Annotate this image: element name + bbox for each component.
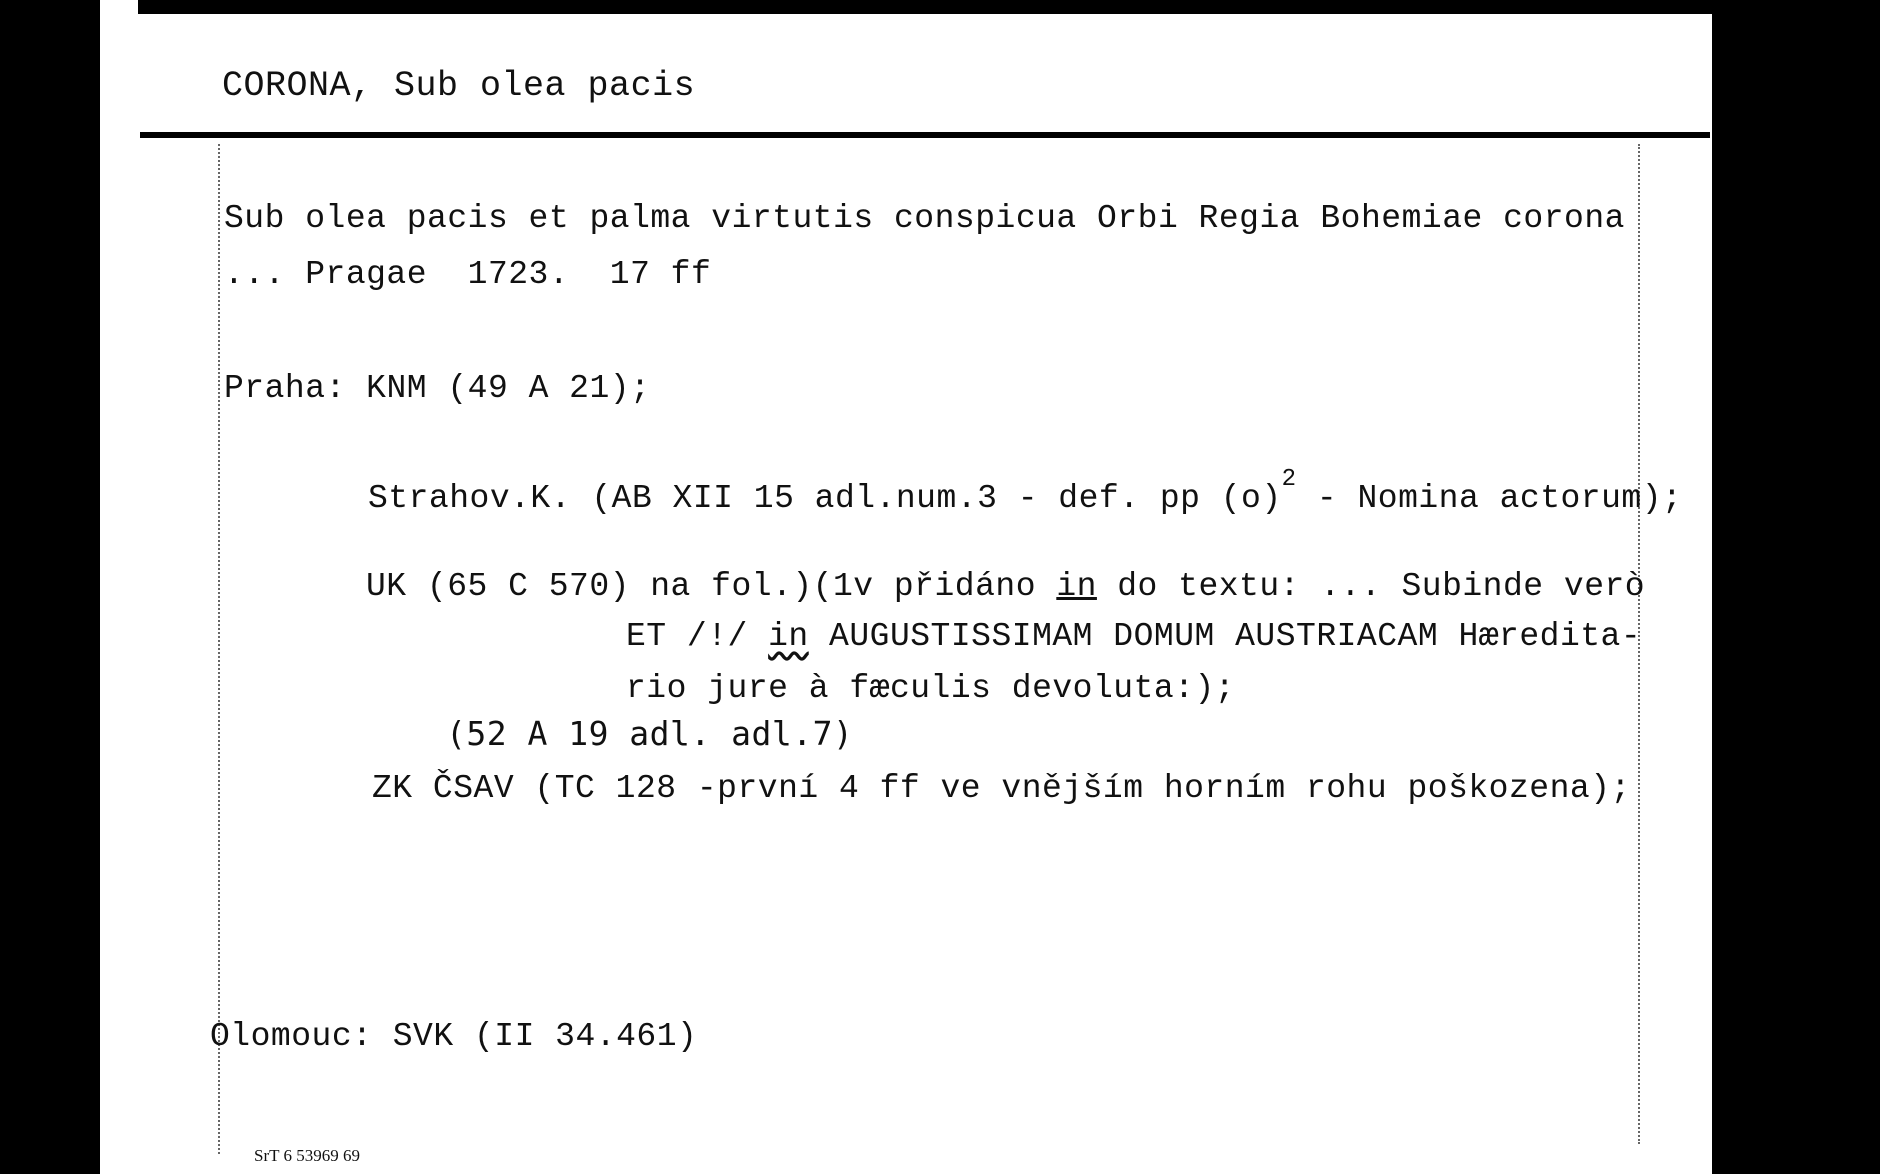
location-praha-label: Praha: [224, 370, 346, 407]
holding-svk: SVK (II 34.461) [392, 1018, 698, 1055]
holding-uk-line-3: rio jure à fæculis devoluta:); [626, 670, 1236, 707]
catalog-card [138, 14, 1712, 1174]
location-olomouc-label: Olomouc: [210, 1018, 373, 1055]
holding-strahov-main: Strahov.K. (AB XII 15 adl.num.3 - def. pp (o) [368, 480, 1282, 517]
holding-uk-handwritten: (52 A 19 adl. adl.7) [446, 714, 854, 753]
left-margin-line [218, 144, 220, 1154]
footer-code: SrT 6 53969 69 [254, 1146, 360, 1165]
card-heading: CORONA, Sub olea pacis [222, 66, 696, 106]
holding-uk-prefix: UK (65 C 570) na fol.)(1v přidáno [366, 568, 1057, 605]
holding-knm: KNM (49 A 21); [366, 370, 651, 407]
holding-strahov-sup: 2 [1281, 466, 1297, 493]
holding-uk-underlined: in [1056, 568, 1097, 605]
holding-uk-suffix: do textu: ... Subinde verò [1096, 568, 1646, 605]
scan-border-left [0, 0, 100, 1174]
title-line-2: ... Pragae 1723. 17 ff [224, 256, 712, 293]
holding-strahov-tail: - Nomina actorum); [1296, 480, 1683, 517]
holding-zk-csav: ZK ČSAV (TC 128 -první 4 ff ve vnějším horním rohu poškozena); [372, 770, 1631, 807]
location-olomouc-row [210, 1018, 697, 1055]
scan-border-right [1712, 0, 1880, 1174]
scan-gap-left [100, 0, 138, 1174]
holding-uk-line2-suffix: AUGUSTISSIMAM DOMUM AUSTRIACAM Hæredita- [808, 618, 1642, 655]
holding-uk-line-2 [626, 618, 1641, 655]
holding-uk-wavy: in [768, 618, 809, 655]
location-praha-row [224, 370, 650, 407]
holding-strahov [368, 466, 1682, 517]
scan-border-top [138, 0, 1712, 14]
title-line-1: Sub olea pacis et palma virtutis conspicua Orbi Regia Bohemiae corona [224, 200, 1625, 237]
holding-uk-line-1 [366, 568, 1645, 605]
holding-uk-line2-prefix: ET /!/ [626, 618, 769, 655]
heading-rule [140, 132, 1710, 138]
